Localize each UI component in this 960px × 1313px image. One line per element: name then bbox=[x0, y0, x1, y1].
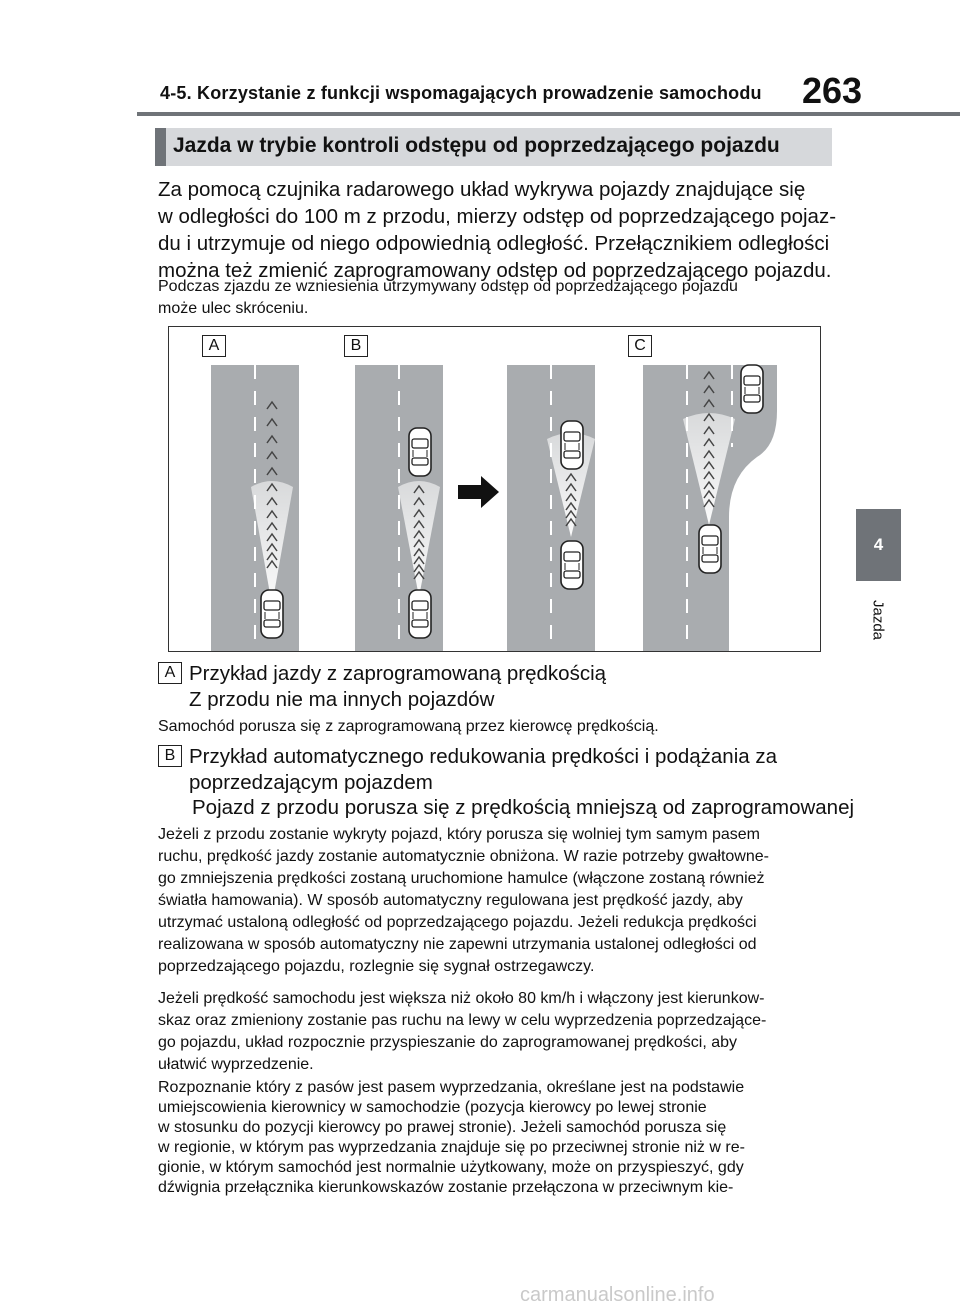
running-header-title: 4-5. Korzystanie z funkcji wspomagających prowadzenie samochodu bbox=[160, 83, 762, 103]
example-a-note: Samochód porusza się z zaprogramowaną przez kierowcę prędkością. bbox=[158, 718, 659, 735]
page-number: 263 bbox=[802, 70, 863, 111]
intro-line: w odległości do 100 m z przodu, mierzy odstęp od poprzedzającego pojaz- bbox=[158, 205, 837, 228]
chapter-tab-label bbox=[860, 590, 896, 650]
lead-car-b bbox=[409, 428, 431, 476]
header-rule bbox=[137, 112, 960, 116]
figure-label-c: C bbox=[628, 335, 652, 357]
own-car-b2 bbox=[561, 541, 583, 589]
intro-note bbox=[158, 276, 838, 320]
example-b-paragraph-3 bbox=[158, 1078, 838, 1198]
example-b-paragraph-1 bbox=[158, 824, 838, 978]
own-car-b bbox=[409, 590, 431, 638]
text-line: ruchu, prędkość jazdy zostanie automatycznie obniżona. W razie potrzeby gwałtowne- bbox=[158, 848, 769, 865]
text-line: światła hamowania). W sposób automatyczny regulowana jest prędkość jazdy, aby bbox=[158, 892, 743, 909]
watermark: carmanualsonline.info bbox=[520, 1284, 715, 1306]
figure-label-b: B bbox=[344, 335, 368, 357]
lead-car-b2 bbox=[561, 421, 583, 469]
example-a-subtitle: Z przodu nie ma innych pojazdów bbox=[189, 688, 495, 711]
text-line: Jeżeli prędkość samochodu jest większa niż około 80 km/h i włączony jest kierunkow- bbox=[158, 990, 765, 1007]
own-car-a bbox=[261, 590, 283, 638]
text-line: gionie, w którym samochód jest normalnie użytkowany, może on przyspieszyć, gdy bbox=[158, 1159, 744, 1176]
intro-paragraph bbox=[158, 176, 838, 284]
intro-line: Za pomocą czujnika radarowego układ wykrywa pojazdy znajdujące się bbox=[158, 178, 806, 201]
example-a-label: A bbox=[158, 662, 182, 684]
text-line: go pojazdu, układ rozpocznie przyspieszanie do zaprogramowanej prędkości, aby bbox=[158, 1034, 737, 1051]
example-b-title-line: Przykład automatycznego redukowania prędkości i podążania za bbox=[189, 745, 778, 768]
acc-diagram bbox=[168, 326, 821, 652]
chapter-tab[interactable]: 4 bbox=[856, 509, 901, 581]
own-car-c bbox=[699, 525, 721, 573]
note-line: Podczas zjazdu ze wzniesienia utrzymywany odstęp od poprzedzającego pojazdu bbox=[158, 278, 738, 295]
lead-car-c bbox=[741, 365, 763, 413]
section-heading bbox=[155, 128, 832, 166]
figure-label-a: A bbox=[202, 335, 226, 357]
chapter-tab-label-text: Jazda bbox=[869, 599, 887, 641]
text-line: utrzymać ustaloną odległość od poprzedzającego pojazdu. Jeżeli redukcja prędkości bbox=[158, 914, 757, 931]
note-line: może ulec skróceniu. bbox=[158, 300, 309, 317]
text-line: go zmniejszenia prędkości zostaną uruchomione hamulce (włączone zostaną również bbox=[158, 870, 765, 887]
text-line: Rozpoznanie który z pasów jest pasem wyprzedzania, określane jest na podstawie bbox=[158, 1079, 745, 1096]
intro-line: du i utrzymuje od niego odpowiednią odległość. Przełącznikiem odległości bbox=[158, 232, 830, 255]
text-line: Jeżeli z przodu zostanie wykryty pojazd, który porusza się wolniej tym samym pasem bbox=[158, 826, 760, 843]
example-b-paragraph-2 bbox=[158, 988, 838, 1076]
example-b-label: B bbox=[158, 745, 182, 767]
example-b-title bbox=[189, 744, 777, 796]
example-b-subtitle: Pojazd z przodu porusza się z prędkością mniejszą od zaprogramowanej bbox=[192, 796, 855, 819]
section-heading-text: Jazda w trybie kontroli odstępu od poprzedzającego pojazdu bbox=[173, 134, 780, 157]
section-heading-bar bbox=[155, 128, 166, 166]
text-line: poprzedzającego pojazdu, rozlegnie się sygnał ostrzegawczy. bbox=[158, 958, 595, 975]
text-line: ułatwić wyprzedzenie. bbox=[158, 1056, 314, 1073]
acc-diagram-svg bbox=[169, 327, 820, 651]
text-line: realizowana w sposób automatyczny nie zapewni utrzymania ustalonej odległości od bbox=[158, 936, 757, 953]
example-a-title: Przykład jazdy z zaprogramowaną prędkością bbox=[189, 662, 607, 685]
example-b-title-line: poprzedzającym pojazdem bbox=[189, 771, 433, 794]
text-line: w regionie, w którym pas wyprzedzania znajduje się po przeciwnej stronie niż w re- bbox=[158, 1139, 745, 1156]
text-line: umiejscowienia kierownicy w samochodzie (pozycja kierowcy po lewej stronie bbox=[158, 1099, 707, 1116]
text-line: w stosunku do pozycji kierowcy po prawej stronie). Jeżeli samochód porusza się bbox=[158, 1119, 727, 1136]
intro-line: można też zmienić zaprogramowany odstęp od poprzedzającego pojazdu. bbox=[158, 259, 832, 282]
text-line: skaz oraz zmieniony zostanie pas ruchu na lewy w celu wyprzedzenia poprzedzające- bbox=[158, 1012, 767, 1029]
text-line: dźwignia przełącznika kierunkowskazów zostanie przełączona w przeciwnym kie- bbox=[158, 1179, 734, 1196]
transition-arrow bbox=[458, 476, 499, 508]
